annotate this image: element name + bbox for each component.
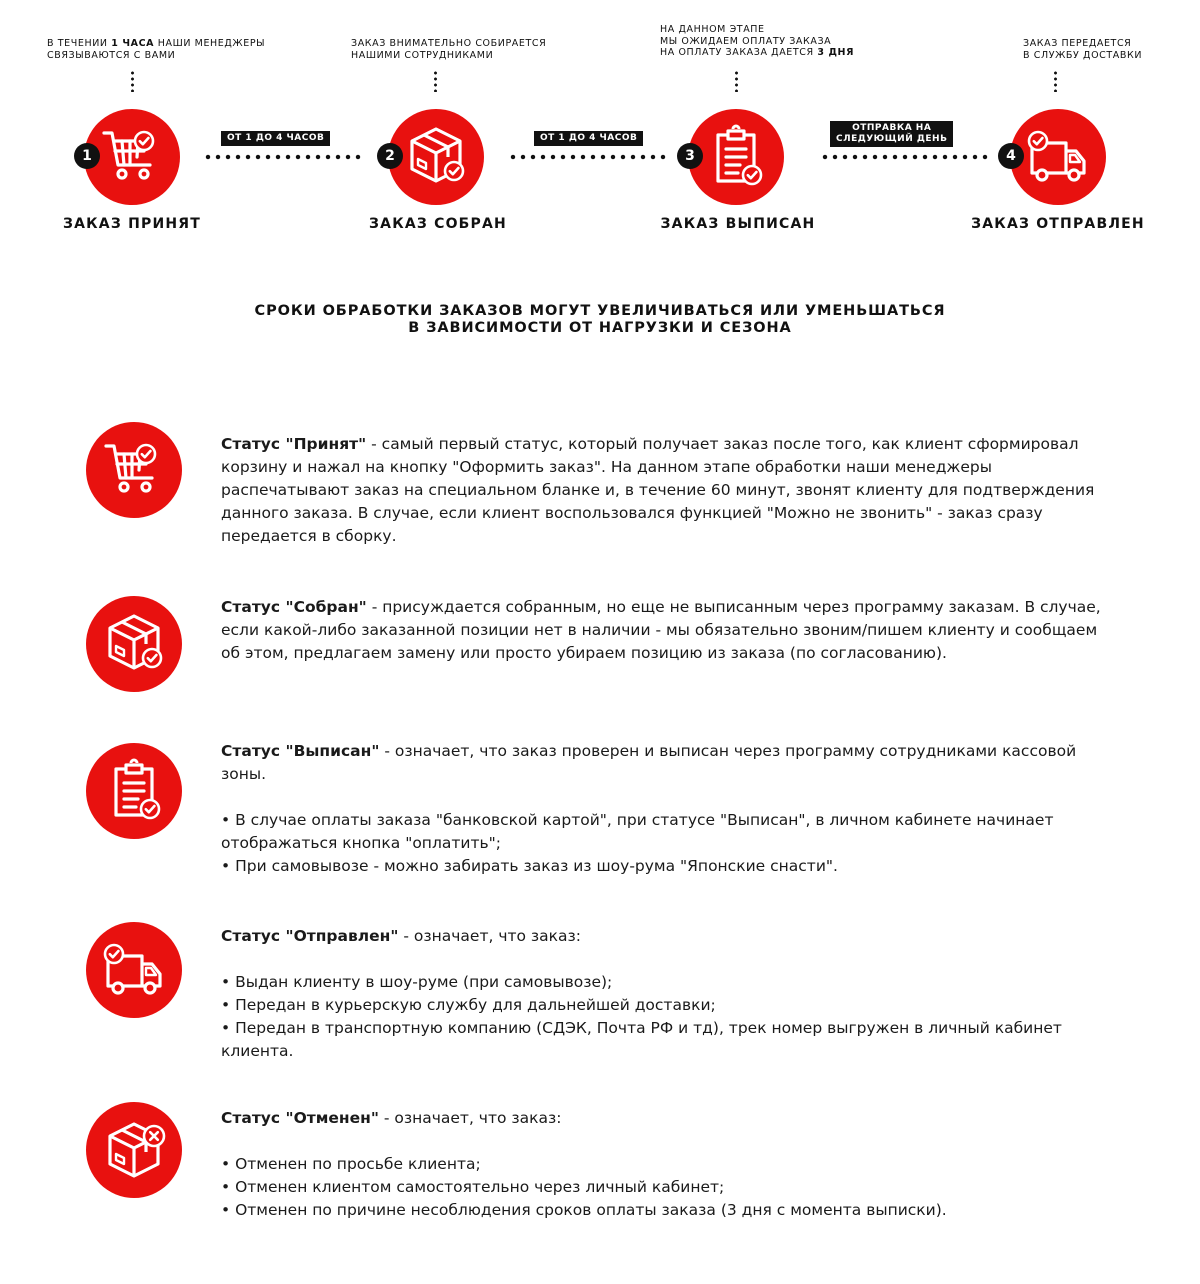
clipboard-check-icon (86, 743, 182, 839)
cart-check-icon (86, 422, 182, 518)
truck-check-icon (1010, 109, 1106, 205)
status-shipped-bullet-2: • Передан в курьерскую службу для дальнейшей доставки; (221, 996, 716, 1014)
status-shipped-icon-circle (86, 922, 182, 1018)
status-assembled-description: Статус "Собран" - присуждается собранным, но еще не выписанным через программу заказам. В случае, если какой-либо заказанной позиции нет в наличии - мы обязательно звоним/пишем клиенту и сообщаем об этом, предлагаем замену или просто убираем позицию из заказа (по согласованию). (221, 598, 1101, 662)
status-accepted-icon-circle (86, 422, 182, 518)
processing-time-headline: СРОКИ ОБРАБОТКИ ЗАКАЗОВ МОГУТ УВЕЛИЧИВАТЬСЯ ИЛИ УМЕНЬШАТЬСЯ В ЗАВИСИМОСТИ ОТ НАГРУЗКИ И СЕЗОНА (254, 303, 946, 336)
step-1-dotted-line (131, 70, 134, 92)
status-invoiced-bullet-2: • При самовывозе - можно забирать заказ из шоу-рума "Японские снасти". (221, 857, 838, 875)
box-cancel-icon (86, 1102, 182, 1198)
step-3-dotted-line (735, 70, 738, 92)
step-4-title: ЗАКАЗ ОТПРАВЛЕН (971, 216, 1145, 232)
step-3-number: 3 (677, 143, 703, 169)
status-invoiced-bullet-1: • В случае оплаты заказа "банковской картой", при статусе "Выписан", в личном кабинете начинает отображаться кнопка "оплатить"; (221, 811, 1054, 852)
status-shipped-bullet-1: • Выдан клиенту в шоу-руме (при самовывозе); (221, 973, 613, 991)
connector-3-label: ОТПРАВКА НА СЛЕДУЮЩИЙ ДЕНЬ (830, 121, 953, 147)
connector-1-dots (203, 154, 361, 160)
status-cancelled-title: Статус "Отменен" (221, 1109, 379, 1127)
step-4-dotted-line (1054, 70, 1057, 92)
status-shipped-bullet-3: • Передан в транспортную компанию (СДЭК, Почта РФ и тд), трек номер выгружен в личный кабинет клиента. (221, 1019, 1062, 1060)
step-2-number: 2 (377, 143, 403, 169)
step-2-dotted-line (434, 70, 437, 92)
status-shipped-description: Статус "Отправлен" - означает, что заказ: • Выдан клиенту в шоу-руме (при самовывозе); • Передан в курьерскую службу для дальнейшей доставки; • Передан в транспортную компанию (СДЭК, Почта РФ и тд), трек номер выгружен в личный кабинет клиента. (221, 925, 1121, 1063)
status-cancelled-icon-circle (86, 1102, 182, 1198)
status-invoiced-title: Статус "Выписан" (221, 742, 380, 760)
status-shipped-title: Статус "Отправлен" (221, 927, 399, 945)
step-3-title: ЗАКАЗ ВЫПИСАН (660, 216, 816, 232)
step-1-title: ЗАКАЗ ПРИНЯТ (62, 216, 202, 232)
step-2-note: ЗАКАЗ ВНИМАТЕЛЬНО СОБИРАЕТСЯ НАШИМИ СОТРУДНИКАМИ (351, 38, 547, 61)
connector-2-label: ОТ 1 ДО 4 ЧАСОВ (534, 131, 643, 146)
step-4-number: 4 (998, 143, 1024, 169)
step-1-note: В ТЕЧЕНИИ 1 ЧАСА НАШИ МЕНЕДЖЕРЫ СВЯЗЫВАЮТСЯ С ВАМИ (47, 38, 266, 61)
status-cancelled-description: Статус "Отменен" - означает, что заказ: • Отменен по просьбе клиента; • Отменен клиентом самостоятельно через личный кабинет; • Отменен по причине несоблюдения сроков оплаты заказа (3 дня с момента выписки). (221, 1107, 1121, 1222)
status-invoiced-icon-circle (86, 743, 182, 839)
step-4-circle (1010, 109, 1106, 205)
connector-1-label: ОТ 1 ДО 4 ЧАСОВ (221, 131, 330, 146)
box-check-icon (86, 596, 182, 692)
connector-2-dots (508, 154, 666, 160)
step-3-note: НА ДАННОМ ЭТАПЕ МЫ ОЖИДАЕМ ОПЛАТУ ЗАКАЗА НА ОПЛАТУ ЗАКАЗА ДАЕТСЯ 3 ДНЯ (660, 24, 855, 58)
status-accepted-title: Статус "Принят" (221, 435, 367, 453)
status-cancelled-bullet-3: • Отменен по причине несоблюдения сроков оплаты заказа (3 дня с момента выписки). (221, 1201, 947, 1219)
connector-3-dots (820, 154, 988, 160)
status-cancelled-bullet-2: • Отменен клиентом самостоятельно через личный кабинет; (221, 1178, 725, 1196)
status-cancelled-bullet-1: • Отменен по просьбе клиента; (221, 1155, 481, 1173)
truck-check-icon (86, 922, 182, 1018)
status-assembled-title: Статус "Собран" (221, 598, 367, 616)
step-4-note: ЗАКАЗ ПЕРЕДАЕТСЯ В СЛУЖБУ ДОСТАВКИ (1023, 38, 1143, 61)
step-2-title: ЗАКАЗ СОБРАН (369, 216, 507, 232)
status-invoiced-description: Статус "Выписан" - означает, что заказ проверен и выписан через программу сотрудниками кассовой зоны. • В случае оплаты заказа "банковской картой", при статусе "Выписан", в личном кабинете начинает отображаться кнопка "оплатить"; • При самовывозе - можно забирать заказ из шоу-рума "Японские снасти". (221, 740, 1121, 878)
step-1-number: 1 (74, 143, 100, 169)
status-assembled-icon-circle (86, 596, 182, 692)
status-accepted-description: Статус "Принят" - самый первый статус, который получает заказ после того, как клиент сформировал корзину и нажал на кнопку "Оформить заказ". На данном этапе обработки наши менеджеры распечатывают заказ на специальном бланке и, в течение 60 минут, звонят клиенту для подтверждения данного заказа. В случае, если клиент воспользовался функцией "Можно не звонить" - заказ сразу передается в сборку. (221, 435, 1095, 545)
